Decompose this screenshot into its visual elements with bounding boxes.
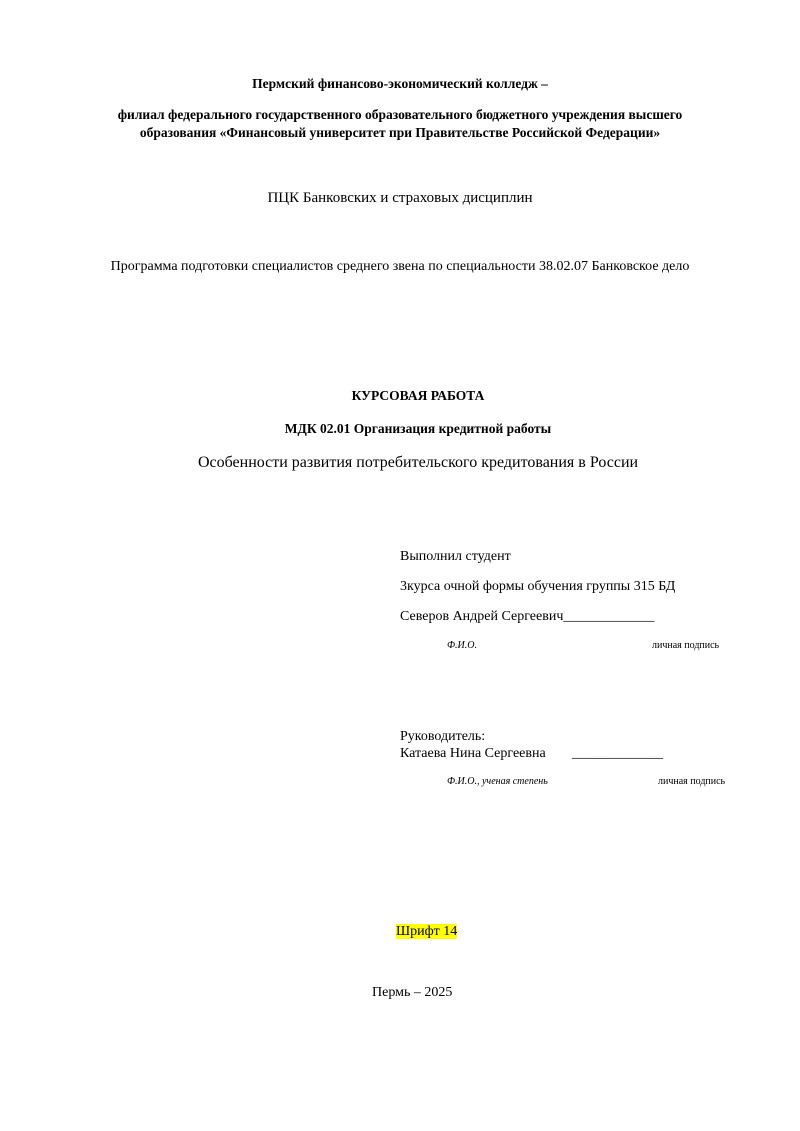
department-name: ПЦК Банковских и страховых дисциплин (267, 190, 533, 206)
program-description: Программа подготовки специалистов среднего звена по специальности 38.02.07 Банковское дело (110, 259, 690, 274)
university-branch-line-1: филиал федерального государственного образовательного бюджетного учреждения высшего (117, 107, 683, 122)
college-name: Пермский финансово-экономический колледж – (252, 76, 548, 91)
city-year: Пермь – 2025 (372, 985, 453, 1000)
module-title: МДК 02.01 Организация кредитной работы (284, 421, 552, 436)
student-course-group: 3курса очной формы обучения группы 315 БД (400, 579, 676, 594)
supervisor-signature-blank: _____________ (572, 746, 663, 761)
student-name-line: Северов Андрей Сергеевич_____________ (400, 609, 655, 624)
student-performed-by: Выполнил студент (400, 549, 511, 564)
student-fio-caption: Ф.И.О. (447, 640, 477, 651)
student-signature-caption: личная подпись (652, 640, 720, 651)
university-branch-line-2: образования «Финансовый университет при Правительстве Российской Федерации» (139, 125, 661, 140)
supervisor-name: Катаева Нина Сергеевна (400, 746, 546, 761)
supervisor-fio-caption: Ф.И.О., ученая степень (447, 776, 548, 787)
supervisor-signature-caption: личная подпись (658, 776, 726, 787)
work-topic: Особенности развития потребительского кредитования в России (197, 454, 639, 471)
font-size-note: Шрифт 14 (396, 924, 458, 939)
supervisor-label: Руководитель: (400, 729, 486, 744)
work-type: КУРСОВАЯ РАБОТА (351, 388, 485, 403)
